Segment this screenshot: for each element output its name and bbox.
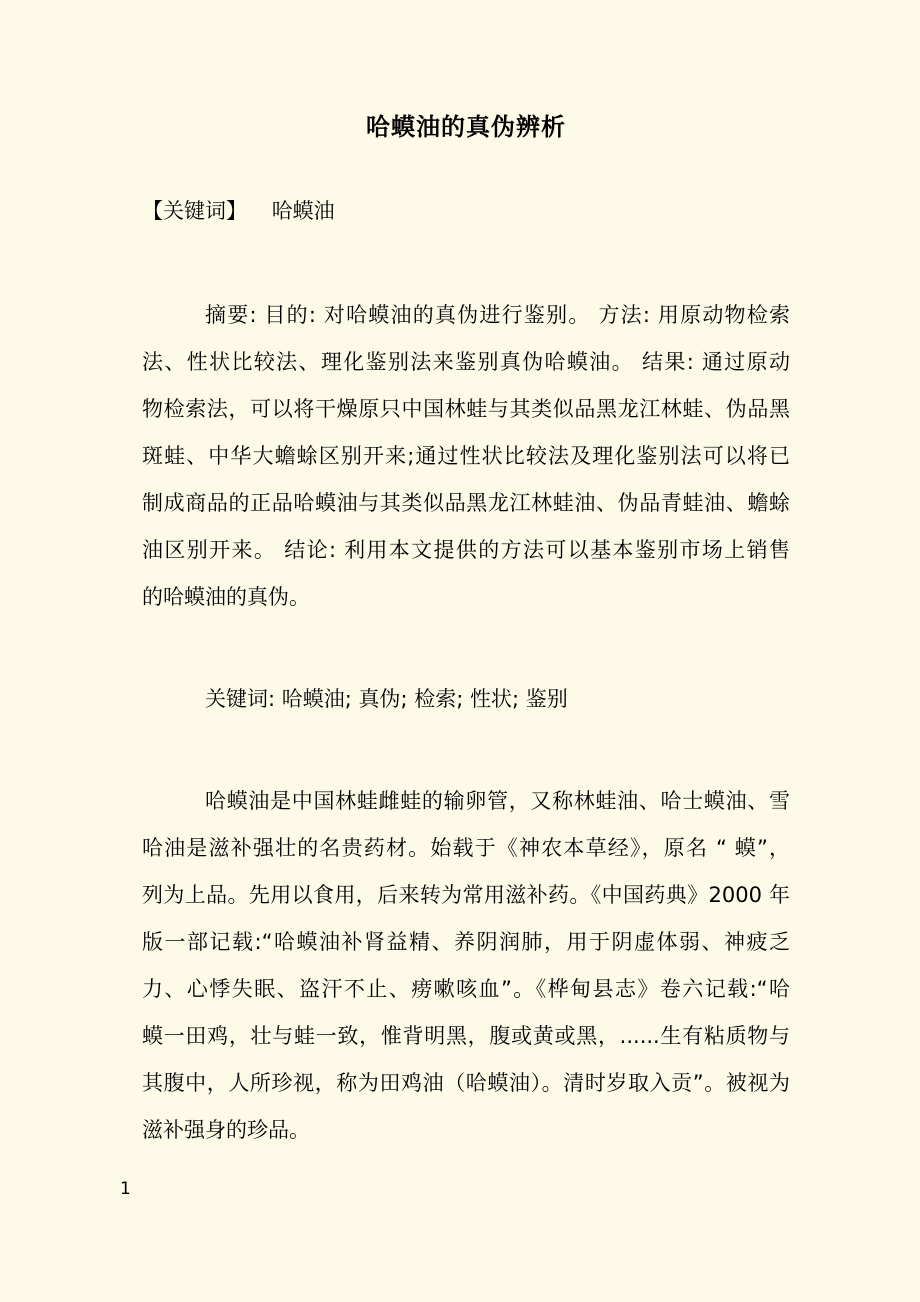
text-line: 力、心悸失眠、盗汗不止、痨嗽咳血”。《桦甸县志》卷六记载:“哈 bbox=[142, 977, 790, 1001]
page-number: 1 bbox=[120, 1179, 131, 1199]
text-line: 列为上品。先用以食用，后来转为常用滋补药。《中国药典》2000 年 bbox=[142, 883, 790, 907]
text-line: 其腹中，人所珍视，称为田鸡油（哈蟆油）。清时岁取入贡”。被视为 bbox=[142, 1071, 790, 1095]
text-line: 的哈蟆油的真伪。 bbox=[142, 585, 310, 609]
text-line: 蟆一田鸡，壮与蛙一致，惟背明黑，腹或黄或黑，......生有粘质物与 bbox=[142, 1024, 790, 1048]
text-line: 滋补强身的珍品。 bbox=[142, 1118, 310, 1142]
keywords-header bbox=[142, 196, 790, 226]
keywords-header-label: 【关键词】 bbox=[142, 199, 247, 223]
text-line: 版一部记载:“哈蟆油补肾益精、养阴润肺，用于阴虚体弱、神疲乏 bbox=[142, 930, 790, 954]
text-line: 法、性状比较法、理化鉴别法来鉴别真伪哈蟆油。 结果: 通过原动 bbox=[142, 350, 790, 374]
text-line: 物检索法，可以将干燥原只中国林蛙与其类似品黑龙江林蛙、伪品黑 bbox=[142, 397, 790, 421]
text-line: 哈油是滋补强壮的名贵药材。始载于《神农本草经》，原名 “ 蟆”， bbox=[142, 836, 790, 860]
body-paragraph bbox=[142, 778, 790, 1154]
text-line: 哈蟆油是中国林蛙雌蛙的输卵管，又称林蛙油、哈士蟆油、雪 bbox=[205, 789, 790, 813]
text-line: 斑蛙、中华大蟾蜍区别开来;通过性状比较法及理化鉴别法可以将已 bbox=[142, 444, 790, 468]
keywords-header-value: 哈蟆油 bbox=[271, 199, 335, 223]
text-line: 油区别开来。 结论: 利用本文提供的方法可以基本鉴别市场上销售 bbox=[142, 538, 790, 562]
text-line: 制成商品的正品哈蟆油与其类似品黑龙江林蛙油、伪品青蛙油、蟾蜍 bbox=[142, 491, 790, 515]
keywords-line: 关键词: 哈蟆油; 真伪; 检索; 性状; 鉴别 bbox=[205, 687, 568, 711]
abstract-paragraph bbox=[142, 292, 790, 621]
text-line: 摘要: 目的: 对哈蟆油的真伪进行鉴别。 方法: 用原动物检索 bbox=[205, 303, 790, 327]
document-title: 哈蟆油的真伪辨析 bbox=[366, 113, 566, 141]
